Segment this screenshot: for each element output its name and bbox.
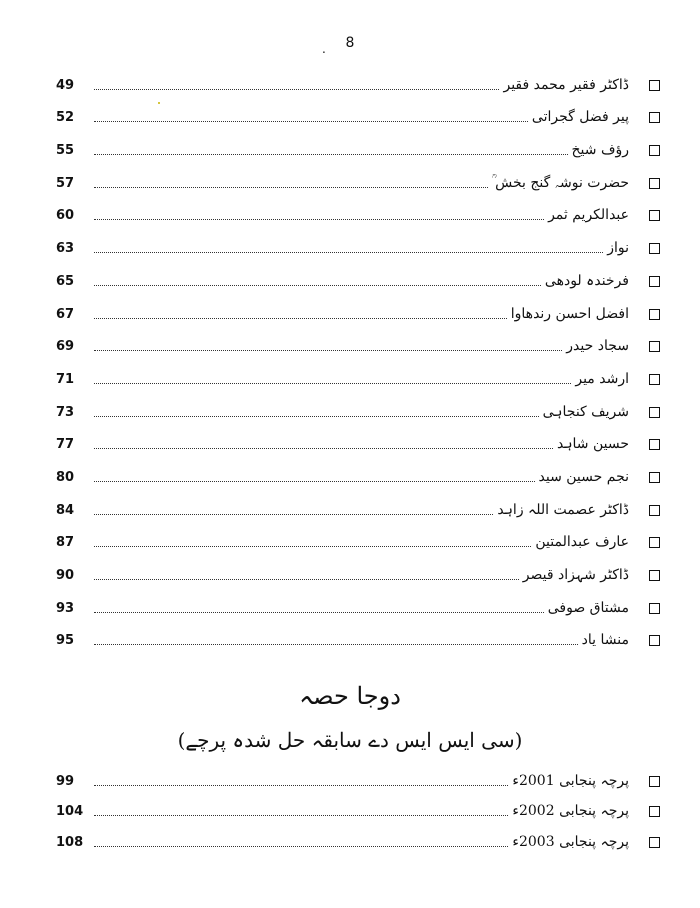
section-subheading: (سی ایس ایس دے سابقہ حل شدہ پرچے) bbox=[177, 728, 523, 752]
checkbox-icon bbox=[649, 537, 660, 548]
dot-leader bbox=[94, 153, 568, 155]
toc-page-number: 77 bbox=[56, 437, 75, 453]
toc-page-number: 52 bbox=[56, 110, 75, 126]
dot-leader bbox=[94, 251, 603, 253]
toc-entry bbox=[56, 160, 660, 193]
dot-leader bbox=[94, 513, 493, 515]
checkbox-icon bbox=[649, 407, 660, 418]
toc-page-number: 63 bbox=[56, 241, 75, 257]
toc-entry bbox=[56, 193, 660, 226]
dot-leader bbox=[94, 382, 571, 384]
toc-entry bbox=[56, 389, 660, 422]
toc-title: عارف عبدالمتین bbox=[535, 534, 629, 551]
toc-page-number: 65 bbox=[56, 273, 75, 289]
checkbox-icon bbox=[649, 439, 660, 450]
checkbox-icon bbox=[649, 145, 660, 156]
toc-title: نواز bbox=[607, 240, 629, 257]
toc-title: فرخندہ لودھی bbox=[544, 272, 629, 289]
checkbox-icon bbox=[649, 276, 660, 287]
section-heading: دوجا حصہ bbox=[299, 682, 401, 710]
checkbox-icon bbox=[649, 603, 660, 614]
toc-page-number: 80 bbox=[56, 469, 75, 485]
toc-entry bbox=[56, 258, 660, 291]
toc-title: سجاد حیدر bbox=[566, 338, 629, 355]
toc-entry bbox=[56, 618, 660, 651]
toc-page-number: 87 bbox=[56, 535, 75, 551]
toc-title: عبدالکریم ثمر bbox=[548, 207, 629, 224]
papers-contents bbox=[56, 760, 660, 852]
toc-entry bbox=[56, 821, 660, 852]
toc-page-number: 67 bbox=[56, 306, 75, 322]
toc-title: ارشد میر bbox=[575, 370, 629, 387]
toc-page-number: 73 bbox=[56, 404, 75, 420]
toc-entry bbox=[56, 291, 660, 324]
toc-entry bbox=[56, 487, 660, 520]
toc-page-number: 55 bbox=[56, 143, 75, 159]
toc-title: پرچہ پنجابی 2003ء bbox=[512, 833, 629, 850]
toc-title: رؤف شیخ bbox=[571, 142, 629, 159]
dot-leader bbox=[94, 317, 507, 319]
toc-title: ڈاکٹر فقیر محمد فقیر bbox=[503, 76, 629, 93]
toc-title: ڈاکٹر شہزاد قیصر bbox=[522, 567, 629, 583]
dot-leader bbox=[94, 845, 508, 847]
toc-entry bbox=[56, 760, 660, 791]
toc-title: پرچہ پنجابی 2001ء bbox=[512, 772, 629, 789]
dot-leader bbox=[94, 88, 499, 90]
toc-title: پیر فضل گجراتی bbox=[531, 109, 629, 126]
toc-page-number: 69 bbox=[56, 339, 75, 355]
checkbox-icon bbox=[649, 776, 660, 787]
toc-title: مشتاق صوفی bbox=[547, 599, 629, 616]
dot-leader bbox=[94, 349, 562, 351]
toc-entry bbox=[56, 791, 660, 822]
toc-entry bbox=[56, 324, 660, 357]
toc-entry bbox=[56, 454, 660, 487]
toc-page-number: 99 bbox=[56, 773, 75, 789]
checkbox-icon bbox=[649, 178, 660, 189]
toc-entry bbox=[56, 225, 660, 258]
checkbox-icon bbox=[649, 309, 660, 320]
dot-leader bbox=[94, 643, 578, 645]
dot-leader bbox=[94, 814, 508, 816]
checkbox-icon bbox=[649, 341, 660, 352]
checkbox-icon bbox=[649, 570, 660, 581]
toc-title: افضل احسن رندھاوا bbox=[510, 305, 629, 322]
toc-entry bbox=[56, 552, 660, 585]
dot-leader bbox=[94, 480, 535, 482]
dot-leader bbox=[94, 611, 544, 613]
toc-entry bbox=[56, 62, 660, 95]
table-of-contents bbox=[56, 62, 660, 650]
toc-title: ڈاکٹر عصمت اللہ زاہد bbox=[497, 501, 629, 518]
checkbox-icon bbox=[649, 210, 660, 221]
checkbox-icon bbox=[649, 837, 660, 848]
dot-leader bbox=[94, 120, 528, 122]
dot-leader bbox=[94, 415, 539, 417]
checkbox-icon bbox=[649, 806, 660, 817]
toc-page-number: 104 bbox=[56, 804, 84, 819]
toc-page-number: 71 bbox=[56, 371, 75, 387]
toc-page-number: 57 bbox=[56, 175, 75, 191]
toc-title: شریف کنجاہی bbox=[542, 403, 629, 420]
toc-entry bbox=[56, 585, 660, 618]
toc-page-number: 60 bbox=[56, 208, 75, 224]
dot-leader bbox=[94, 784, 508, 786]
stray-mark: . bbox=[322, 42, 326, 56]
toc-page-number: 90 bbox=[56, 568, 75, 583]
toc-title: پرچہ پنجابی 2002ء bbox=[512, 803, 629, 819]
checkbox-icon bbox=[649, 80, 660, 91]
toc-title: نجم حسین سید bbox=[538, 468, 629, 485]
toc-page-number: 108 bbox=[56, 834, 84, 850]
toc-entry bbox=[56, 95, 660, 128]
page-number: 8 bbox=[345, 35, 355, 51]
dot-leader bbox=[94, 218, 544, 220]
toc-page-number: 84 bbox=[56, 502, 75, 518]
toc-entry bbox=[56, 422, 660, 455]
dot-leader bbox=[94, 447, 553, 449]
toc-entry bbox=[56, 356, 660, 389]
toc-entry bbox=[56, 520, 660, 553]
checkbox-icon bbox=[649, 243, 660, 254]
toc-page-number: 49 bbox=[56, 77, 75, 93]
toc-title: حضرت نوشہ گنج بخش ؒ bbox=[491, 174, 629, 191]
checkbox-icon bbox=[649, 374, 660, 385]
dot-leader bbox=[94, 186, 488, 188]
toc-title: منشا یاد bbox=[581, 632, 629, 649]
checkbox-icon bbox=[649, 505, 660, 516]
dot-leader bbox=[94, 284, 541, 286]
checkbox-icon bbox=[649, 112, 660, 123]
toc-page-number: 95 bbox=[56, 633, 75, 649]
checkbox-icon bbox=[649, 472, 660, 483]
toc-title: حسین شاہد bbox=[556, 436, 629, 453]
checkbox-icon bbox=[649, 635, 660, 646]
dot-leader bbox=[94, 545, 531, 547]
dot-leader bbox=[94, 578, 519, 580]
toc-page-number: 93 bbox=[56, 600, 75, 616]
toc-entry bbox=[56, 127, 660, 160]
